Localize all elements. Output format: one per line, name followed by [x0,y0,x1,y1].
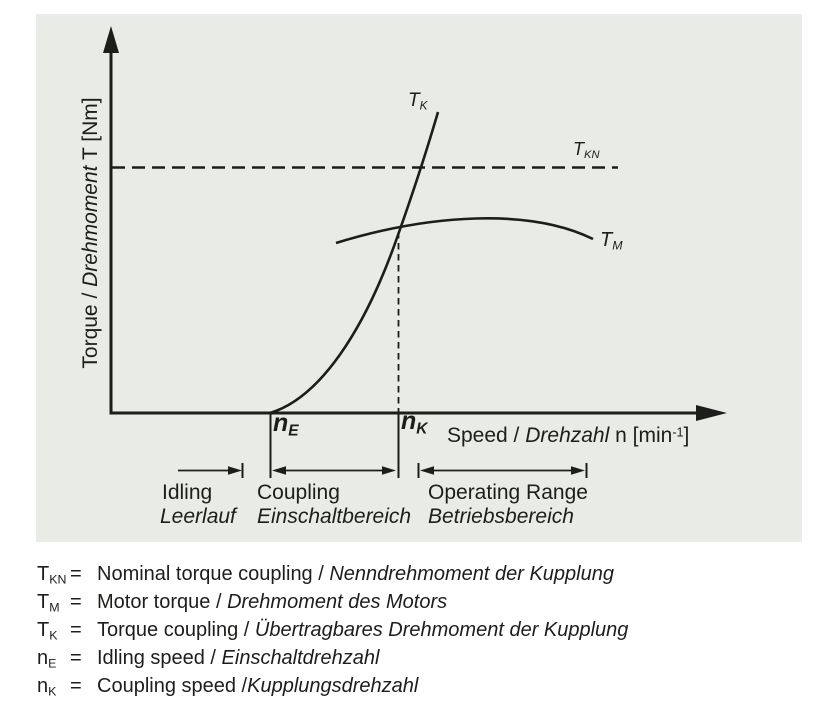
tm-curve [336,218,593,243]
coupling-range-right-arrow-icon [382,466,396,475]
nk-axis-marker-label [401,407,427,438]
x-axis-label-en: Speed / [447,424,526,447]
legend-row-ne [37,644,628,672]
y-axis-label [79,97,103,368]
tk-curve-label [408,90,427,113]
legend-sym-base: n [37,675,49,697]
legend-sym-subscript: M [49,600,60,615]
coupling-range-left-arrow-icon [272,466,286,475]
legend-row-tkn [37,560,628,588]
legend-symbol [37,672,70,705]
legend-text-de: Übertragbares Drehmoment der Kupplung [254,619,629,641]
y-axis-label-unit: T [Nm] [79,97,102,166]
tkn-base: T [573,139,584,159]
legend-sym-base: n [37,647,49,669]
legend-text-en: Torque coupling / [97,619,255,641]
legend-row-tk [37,616,628,644]
legend-text-en: Idling speed / [97,647,222,669]
tk-curve [270,112,438,413]
idling-range-arrow-icon [228,466,242,475]
nk-subscript: K [416,420,428,438]
legend-sym-subscript: K [48,684,57,699]
range-coupling-label-en: Coupling [257,481,340,504]
ne-base: n [273,409,289,437]
legend-row-nk [37,672,628,700]
legend-text-de: Drehmoment des Motors [227,591,448,613]
y-axis-arrow-icon [103,26,119,53]
equals-sign: = [70,591,82,613]
tm-subscript: M [612,238,623,253]
legend-text-de: Nenndrehmoment der Kupplung [329,563,614,585]
y-axis-label-de: Drehmoment [79,165,102,287]
nk-base: n [401,407,417,435]
legend-sym-subscript: K [49,628,58,643]
legend-sym-subscript: E [48,656,57,671]
x-axis-label-de: Drehzahl [525,424,610,447]
legend-text-en: Nominal torque coupling / [97,563,330,585]
y-axis-label-en: Torque / [79,286,102,369]
equals-sign: = [70,647,82,669]
x-axis-label-exponent: -1 [672,425,684,440]
operating-range-left-arrow-icon [420,466,434,475]
x-axis-arrow-icon [696,405,727,421]
tkn-subscript: KN [584,149,600,162]
x-axis-label [447,424,689,448]
legend [37,560,628,700]
legend-sym-base: T [37,563,50,585]
legend-text-de: Einschaltdrehzahl [221,647,380,669]
legend-row-tm [37,588,628,616]
range-coupling-label-de: Einschaltbereich [257,505,412,528]
legend-text-de: Kupplungsdrehzahl [247,675,419,697]
legend-text-en: Coupling speed / [97,675,248,697]
legend-sym-base: T [37,619,50,641]
range-operating-label-en: Operating Range [428,481,588,504]
tkn-line-label [573,139,600,162]
equals-sign: = [70,675,82,697]
ne-axis-marker-label [273,409,299,440]
tm-curve-label [600,229,623,253]
operating-range-right-arrow-icon [571,466,585,475]
equals-sign: = [70,619,82,641]
legend-sym-base: T [37,591,50,613]
tk-base: T [408,90,420,111]
ne-subscript: E [288,422,299,440]
x-axis-label-symbol: n [min [609,424,673,447]
equals-sign: = [70,563,82,585]
range-operating-label-de: Betriebsbereich [428,505,574,528]
legend-sym-subscript: KN [49,572,67,587]
legend-text-en: Motor torque / [97,591,228,613]
x-axis-label-unit-close: ] [683,424,690,447]
range-idling-label-de: Leerlauf [160,505,236,528]
tk-subscript: K [419,99,428,113]
tm-base: T [600,229,613,251]
range-idling-label-en: Idling [162,481,213,504]
